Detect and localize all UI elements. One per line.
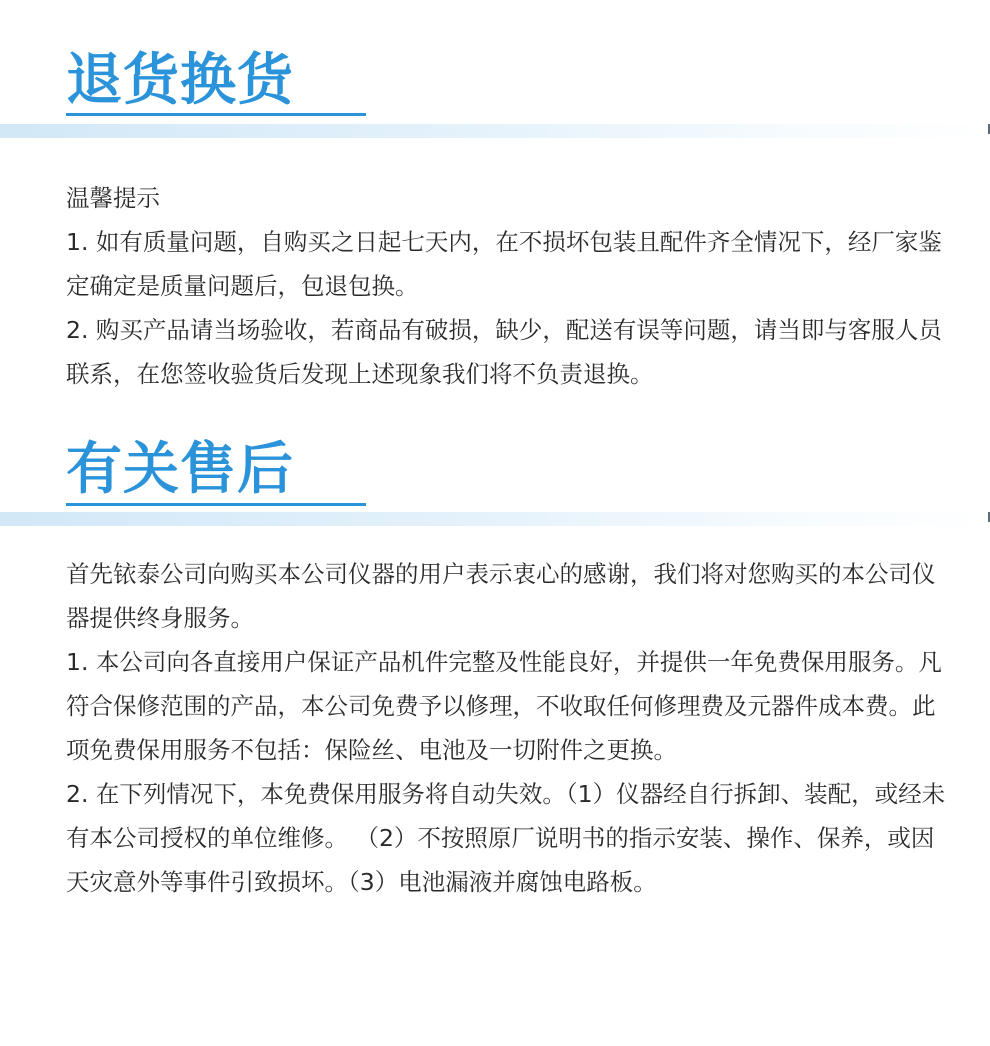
title-underline (66, 113, 366, 116)
title-underline (66, 503, 366, 506)
after-sales-item: 2. 在下列情况下，本免费保用服务将自动失效。（1）仪器经自行拆卸、装配，或经未有本公司授权的单位维修。 （2）不按照原厂说明书的指示安装、操作、保养，或因天灾意外等事件引致损坏。（3）电池漏液并腐蚀电路板。 (66, 780, 946, 896)
after-sales-intro: 首先铱泰公司向购买本公司仪器的用户表示衷心的感谢，我们将对您购买的本公司仪器提供终身服务。 (66, 560, 936, 632)
after-sales-body (66, 552, 946, 904)
tip-heading: 温馨提示 (66, 184, 160, 212)
return-policy-item: 2. 购买产品请当场验收，若商品有破损，缺少，配送有误等问题，请当即与客服人员联系，在您签收验货后发现上述现象我们将不负责退换。 (66, 316, 942, 388)
after-sales-title: 有关售后 (66, 436, 294, 502)
title-band (0, 124, 990, 138)
return-exchange-title: 退货换货 (66, 47, 294, 113)
title-band (0, 512, 990, 526)
return-exchange-body (66, 176, 946, 396)
return-policy-item: 1. 如有质量问题，自购买之日起七天内，在不损坏包装且配件齐全情况下，经厂家鉴定确定是质量问题后，包退包换。 (66, 228, 942, 300)
after-sales-item: 1. 本公司向各直接用户保证产品机件完整及性能良好，并提供一年免费保用服务。凡符合保修范围的产品，本公司免费予以修理，不收取任何修理费及元器件成本费。此项免费保用服务不包括：保险丝、电池及一切附件之更换。 (66, 648, 942, 764)
